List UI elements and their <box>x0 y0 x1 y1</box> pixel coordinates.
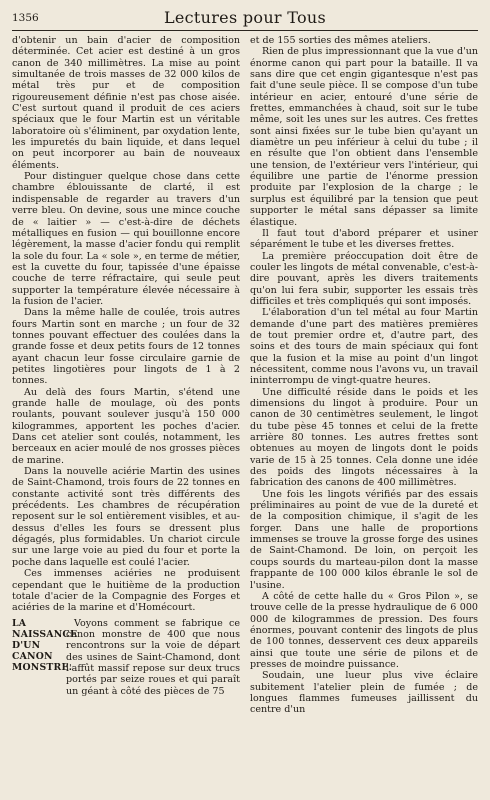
text-columns <box>12 35 478 716</box>
paragraph: Dans la nouvelle aciérie Martin des usines de Saint-Chamond, trois fours de 22 tonnes en constante activité sont très différents des précédents. Les chambres de récupération reposent sur le sol entièrement visibles, et au-dessus d'elles les fours se dressent plus dégagés, plus formidables. Un chariot circule sur une large voie au pied du four et porte la poche dans laquelle est coulé l'acier. <box>12 466 240 568</box>
section-title: LA NAISSANCE D'UN CANON MONSTRE. <box>12 617 78 673</box>
paragraph: Une fois les lingots vérifiés par des essais préliminaires au point de vue de la dureté et de la composition chimique, il s'agit de les forger. Dans une halle de proportions immenses se trouve la grosse forge des usines de Saint-Chamond. De loin, on perçoit les coups sourds du marteau-pilon dont la masse frappante de 100 000 kilos ébranle le sol de l'usine. <box>250 488 478 591</box>
paragraph: L'élaboration d'un tel métal au four Martin demande d'une part des matières premières de tout premier ordre et, d'autre part, des soins et des tours de main spéciaux qui font que la fusion et la mise au point d'un lingot nécessitent, comme nous l'avons vu, un travail ininterrompu de vingt-quatre heures. <box>250 307 478 387</box>
paragraph: Pour distinguer quelque chose dans cette chambre éblouissante de clarté, il est indispensable de regarder au travers d'un verre bleu. On devine, sous une mince couche de « laitier » — c'est-à-dire de déchets métalliques en fusion — qui bouillonne encore légèrement, la masse d'acier fondu qui remplit la sole du four. La « sole », en terme de métier, est la cuvette du four, tapissée d'une épaisse couche de terre réfractaire, qui seule peut supporter la température élevée nécessaire à la fusion de l'acier. <box>12 171 240 307</box>
paragraph: Dans la même halle de coulée, trois autres fours Martin sont en marche ; un four de 32 tonnes pouvant effectuer des coulées dans la grande fosse et deux petits fours de 12 tonnes ayant chacun leur fosse circulaire garnie de petites lingotières pour lingots de 1 à 2 tonnes. <box>12 307 240 387</box>
paragraph: Rien de plus impressionnant que la vue d'un énorme canon qui part pour la bataille. Il va sans dire que cet engin gigantesque n'est pas fait d'une seule pièce. Il se compose d'un tube intérieur en acier, entouré d'une série de frettes, emmanchées à chaud, soit sur le tube même, soit les unes sur les autres. Ces frettes sont ainsi fixées sur le tube bien qu'ayant un diamètre un peu inférieur à celui du tube ; il en résulte que l'on obtient dans l'ensemble une tension, de l'extérieur vers l'intérieur, qui équilibre une partie de l'énorme pression produite par l'explosion de la charge ; le surplus est équilibré par la tension que peut supporter le métal sans dépasser sa limite élastique. <box>250 46 478 228</box>
paragraph: Ces immenses aciéries ne produisent cependant que le huitième de la production totale d'acier de la Compagnie des Forges et aciéries de la marine et d'Homécourt. <box>12 568 240 614</box>
paragraph: Il faut tout d'abord préparer et usiner séparément le tube et les diverses frettes. <box>250 227 478 251</box>
page-number: 1356 <box>12 12 39 24</box>
paragraph: et de 155 sorties des mêmes ateliers. <box>250 35 431 46</box>
paragraph: Au delà des fours Martin, s'étend une grande halle de moulage, où des ponts roulants, pouvant soulever jusqu'à 150 000 kilogrammes, apportent les poches d'acier. Dans cet atelier sont coulés, notamment, les berceaux en acier moulé de nos grosses pièces de marine. <box>12 386 240 466</box>
section-block <box>12 618 240 697</box>
paragraph: Soudain, une lueur plus vive éclaire subitement l'atelier plein de fumée ; de longues flammes fumeuses jaillissent du centre d'un <box>250 670 478 716</box>
paragraph: Une difficulté réside dans le poids et les dimensions du lingot à produire. Pour un canon de 30 centimètres seulement, le lingot du tube pèse 45 tonnes et celui de la frette arrière 80 tonnes. Les autres frettes sont obtenues au moyen de lingots dont le poids varie de 15 à 25 tonnes. Cela donne une idée des poids des lingots nécessaires à la fabrication des canons de 400 millimètres. <box>250 386 478 489</box>
section-text <box>66 618 240 697</box>
left-column <box>12 35 240 716</box>
running-title: Lectures pour Tous <box>163 8 327 27</box>
page-header <box>12 8 478 31</box>
paragraph: d'obtenir un bain d'acier de composition déterminée. Cet acier est destiné à un gros canon de 340 millimètres. La mise au point simultanée de trois masses de 32 000 kilos de métal très pur et de composition rigoureusement définie n'est pas chose aisée. C'est surtout quand il produit de ces aciers spéciaux que le four Martin est un véritable laboratoire où s'éliminent, par oxydation lente, les impuretés du bain liquide, et dans lequel on peut incorporer au bain de nouveaux éléments. <box>12 35 240 171</box>
right-column <box>250 35 478 716</box>
paragraph: La première préoccupation doit être de couler les lingots de métal convenable, c'est-à-dire pouvant, après les divers traitements qu'on lui fera subir, supporter les essais très difficiles et très compliqués qui sont imposés. <box>250 250 478 307</box>
paragraph: A côté de cette halle du « Gros Pilon », se trouve celle de la presse hydraulique de 6 000 000 de kilogrammes de pression. Des fours énormes, pouvant contenir des lingots de plus de 100 tonnes, desservent ces deux appareils ainsi que toute une série de pilons et de presses de moindre puissance. <box>250 590 478 670</box>
paragraph: Voyons comment se fabrique ce canon monstre de 400 que nous rencontrons sur la voie de départ des usines de Saint-Chamond, dont l'affût massif repose sur deux trucs portés par seize roues et qui paraît un géant à côté des pièces de 75 <box>66 617 240 697</box>
